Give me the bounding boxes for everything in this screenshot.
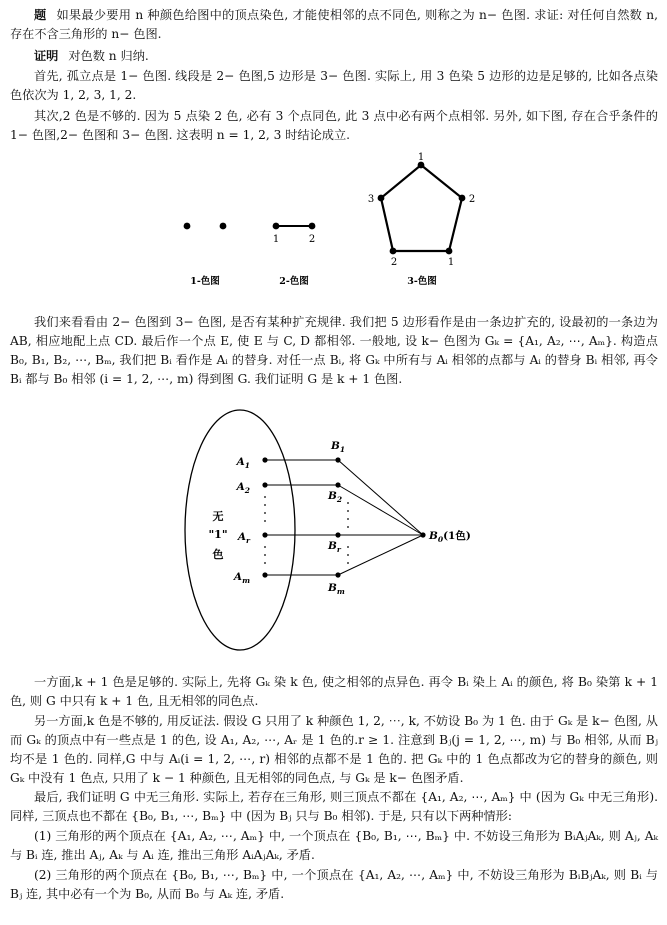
pentagon-vertex bbox=[446, 248, 453, 255]
paragraph-1: 首先, 孤立点是 1− 色图. 线段是 2− 色图,5 边形是 3− 色图. 实际上, 用 3 色染 5 边形的边是足够的, 比如各点染色依次为 1, 2, 3, 1, 2. bbox=[10, 69, 658, 102]
ellipse-text-1: 无 bbox=[212, 510, 224, 523]
label-b1: $B_1$ bbox=[331, 440, 346, 454]
vertex-b0 bbox=[420, 532, 425, 537]
label-a1: $A_1$ bbox=[236, 456, 250, 470]
pentagon-vertex bbox=[459, 195, 466, 202]
ellipse-text-2: "1" bbox=[208, 528, 228, 541]
label-b0: $B_0(1$色) bbox=[429, 530, 471, 544]
caption-1-color: 1-色图 bbox=[190, 276, 220, 287]
vertex-ar bbox=[262, 532, 267, 537]
label-bm: $B_m$ bbox=[328, 582, 345, 596]
paragraph-2: 其次,2 色是不够的. 因为 5 点染 2 色, 必有 3 个点同色, 此 3 点中必有两个点相邻. 另外, 如下图, 存在合乎条件的 1− 色图,2− 色图和 3− 色图. 这表明 n = 1, 2, 3 时结论成立. bbox=[10, 109, 658, 142]
paragraph-3: 我们来看看由 2− 色图到 3− 色图, 是否有某种扩充规律. 我们把 5 边形看作是由一条边扩充的, 设最初的一条边为 AB, 相应地配上点 CD. 最后作一个点 E, 使 E 与 C, D 都相邻. 一般地, 设 k− 色图为 Gₖ = {A₁, A₂, ⋯, Aₘ}. 构造点 B₀, B₁, B₂, ⋯, Bₘ, 我们把 Bᵢ 看作是 Aᵢ 的替身. 对任一点 Bᵢ, 将 Gₖ 中所有与 Aᵢ 相邻的点都与 Aᵢ 的替身 Bᵢ 相邻, 再令 Bᵢ 都与 B₀ 相邻 (i = 1, 2, ⋯, m) 得到图 G. 我们证明 G 是 k + 1 色图. bbox=[10, 315, 658, 386]
figure-graph-construction bbox=[178, 405, 478, 660]
problem-statement bbox=[10, 6, 658, 44]
pentagon-label-bottom-left: 2 bbox=[390, 257, 398, 268]
ellipse-gk bbox=[185, 410, 295, 650]
edge-bm-b0 bbox=[338, 535, 423, 575]
label-am: $A_m$ bbox=[233, 571, 250, 585]
b-column-dots bbox=[347, 502, 349, 564]
pentagon-vertex bbox=[390, 248, 397, 255]
caption-2-color: 2-色图 bbox=[279, 276, 309, 287]
edge-b1-b0 bbox=[338, 460, 423, 535]
label-br: $B_r$ bbox=[328, 540, 341, 554]
pentagon-label-right: 2 bbox=[468, 194, 476, 205]
problem-text: 如果最少要用 n 种颜色给图中的顶点染色, 才能使相邻的点不同色, 则称之为 n− 色图. 求证: 对任何自然数 n, 存在不含三角形的 n− 色图. bbox=[10, 8, 659, 41]
caption-3-color: 3-色图 bbox=[407, 276, 437, 287]
proof-heading bbox=[10, 47, 658, 66]
edge-b2-b0 bbox=[338, 485, 423, 535]
proof-text: 对色数 n 归纳. bbox=[68, 49, 149, 63]
vertex-a2 bbox=[262, 482, 267, 487]
pentagon bbox=[381, 165, 462, 251]
ellipse-text-3: 色 bbox=[212, 548, 224, 561]
vertex-b1 bbox=[335, 457, 340, 462]
pentagon-label-top: 1 bbox=[417, 152, 425, 163]
segment-vertex-2 bbox=[309, 223, 316, 230]
segment-label-1: 1 bbox=[272, 234, 280, 245]
proof-label: 证明 bbox=[34, 49, 59, 63]
paragraph-4: 一方面,k + 1 色是足够的. 实际上, 先将 Gₖ 染 k 色, 使之相邻的点异色. 再令 Bᵢ 染上 Aᵢ 的颜色, 将 B₀ 染第 k + 1 色, 则 G 中只有 k + 1 色, 且无相邻的同色点. bbox=[10, 675, 658, 708]
paragraph-5: 另一方面,k 色是不够的, 用反证法. 假设 G 只用了 k 种颜色 1, 2, ⋯, k, 不妨设 B₀ 为 1 色. 由于 Gₖ 是 k− 色图, 从而 Gₖ 的顶点中有一些点是 1 的色, 设 A₁, A₂, ⋯, Aᵣ 是 1 色的.r ≥ 1. 注意到 Bⱼ(j = 1, 2, ⋯, m) 与 B₀ 相邻, 从而 Bⱼ 均不是 1 色的. 同样,G 中与 Aᵢ(i = 1, 2, ⋯, r) 相邻的点都不是 1 色的. 把 Gₖ 中的 1 色点都改为它的替身的颜色, 则 Gₖ 中没有 1 色点, 只用了 k − 1 种颜色, 且无相邻的同色点, 与 Gₖ 是 k− 色图矛盾. bbox=[10, 714, 658, 785]
problem-label: 题 bbox=[34, 8, 47, 22]
paragraph-7: (1) 三角形的两个顶点在 {A₁, A₂, ⋯, Aₘ} 中, 一个顶点在 {B₀, B₁, ⋯, Bₘ} 中. 不妨设三角形为 BᵢAⱼAₖ, 则 Aⱼ, Aₖ 与 Bᵢ 连, 推出 Aⱼ, Aₖ 与 Aᵢ 连, 推出三角形 AᵢAⱼAₖ, 矛盾. bbox=[10, 829, 658, 862]
vertex-br bbox=[335, 532, 340, 537]
segment-label-2: 2 bbox=[308, 234, 316, 245]
isolated-vertex bbox=[184, 223, 191, 230]
pentagon-vertex bbox=[378, 195, 385, 202]
label-ar: $A_r$ bbox=[237, 531, 250, 545]
vertex-b2 bbox=[335, 482, 340, 487]
a-column-dots bbox=[264, 496, 266, 564]
vertex-bm bbox=[335, 572, 340, 577]
label-b2: $B_2$ bbox=[328, 490, 343, 504]
paragraph-6: 最后, 我们证明 G 中无三角形. 实际上, 若存在三角形, 则三顶点不都在 {A₁, A₂, ⋯, Aₘ} 中 (因为 Gₖ 中无三角形). 同样, 三顶点也不都在 {B₀, B₁, ⋯, Bₘ} 中 (因为 Bⱼ 只与 B₀ 相邻). 于是, 只有以下两种情形: bbox=[10, 790, 658, 823]
paragraph-8: (2) 三角形的两个顶点在 {B₀, B₁, ⋯, Bₘ} 中, 一个顶点在 {A₁, A₂, ⋯, Aₘ} 中, 不妨设三角形为 BᵢBⱼAₖ, 则 Bᵢ 与 Bⱼ 连, 其中必有一个为 B₀, 从而 B₀ 与 Aₖ 连, 矛盾. bbox=[10, 868, 658, 901]
vertex-am bbox=[262, 572, 267, 577]
label-a2: $A_2$ bbox=[236, 481, 250, 495]
vertex-a1 bbox=[262, 457, 267, 462]
segment-vertex-1 bbox=[273, 223, 280, 230]
isolated-vertex bbox=[220, 223, 227, 230]
pentagon-label-bottom-right: 1 bbox=[447, 257, 455, 268]
pentagon-label-left: 3 bbox=[367, 194, 375, 205]
figure-color-graphs bbox=[170, 150, 500, 295]
